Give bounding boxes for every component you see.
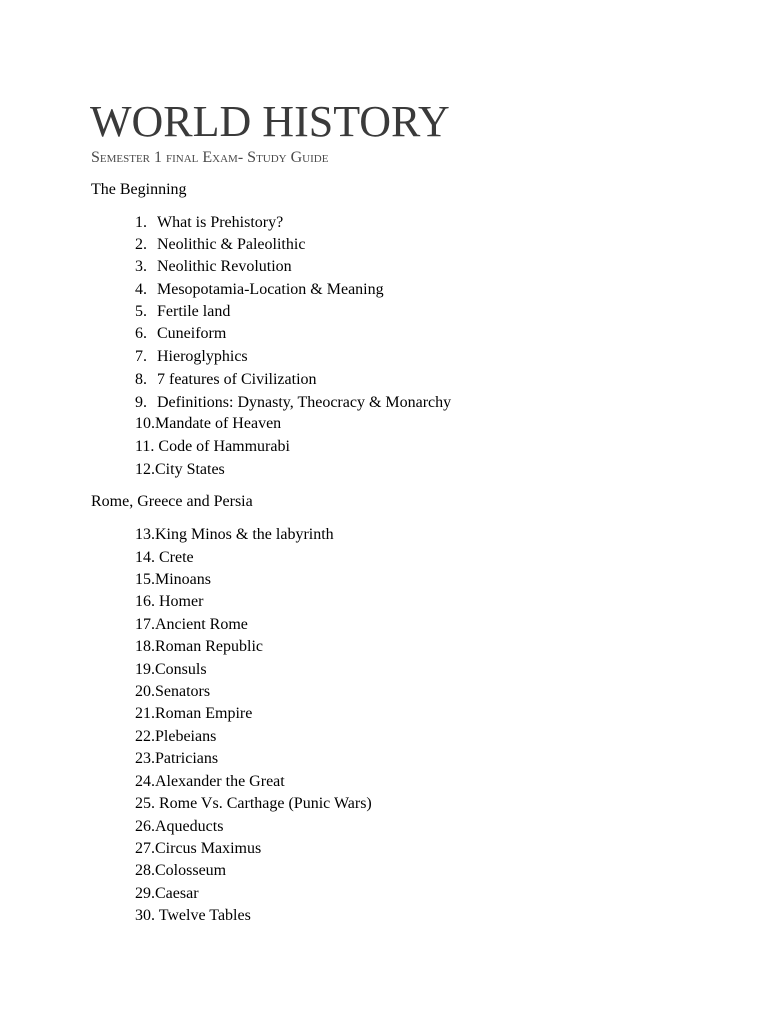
list-item-text: Twelve Tables: [155, 907, 251, 924]
list-item-number: 14.: [135, 549, 155, 566]
list-item-text: What is Prehistory?: [157, 214, 284, 231]
list-item-text: Circus Maximus: [155, 840, 262, 857]
list-item: [135, 905, 251, 927]
list-item: [135, 323, 226, 345]
list-item: [135, 301, 230, 323]
list-item: [135, 748, 218, 770]
list-item: [135, 524, 334, 546]
page-subtitle: Semester 1 final Exam- Study Guide: [91, 149, 329, 166]
list-item-text: Mandate of Heaven: [155, 415, 282, 432]
list-item-text: Definitions: Dynasty, Theocracy & Monarchy: [157, 394, 452, 411]
list-item: [135, 838, 261, 860]
list-item-number: 10.: [135, 415, 155, 432]
list-item-text: Cuneiform: [157, 325, 227, 342]
list-item: [135, 614, 248, 636]
list-item-number: 16.: [135, 593, 155, 610]
list-item-text: Consuls: [155, 661, 207, 678]
list-item-number: 2.: [135, 236, 147, 253]
list-item: [135, 591, 203, 613]
list-item-number: 28.: [135, 862, 155, 879]
list-item-text: Roman Empire: [155, 705, 253, 722]
list-item-text: Homer: [155, 593, 204, 610]
list-item-number: 27.: [135, 840, 155, 857]
list-item-number: 12.: [135, 461, 155, 478]
list-item-number: 17.: [135, 616, 155, 633]
list-item: [135, 256, 292, 278]
list-item-text: Fertile land: [157, 303, 231, 320]
list-item-text: Plebeians: [155, 728, 217, 745]
list-item-number: 21.: [135, 705, 155, 722]
list-item-number: 15.: [135, 571, 155, 588]
list-item-number: 6.: [135, 325, 147, 342]
list-item-number: 11.: [135, 438, 155, 455]
list-item-number: 20.: [135, 683, 155, 700]
list-item: [135, 547, 194, 569]
list-item-text: Code of Hammurabi: [154, 438, 290, 455]
list-item: [135, 636, 263, 658]
list-item: [135, 279, 384, 301]
list-item-number: 13.: [135, 526, 155, 543]
list-item-number: 3.: [135, 258, 147, 275]
list-item: [135, 413, 281, 435]
list-item-text: Neolithic Revolution: [157, 258, 292, 275]
list-item-text: Aqueducts: [155, 818, 224, 835]
list-item-text: City States: [155, 461, 225, 478]
list-item-text: Neolithic & Paleolithic: [157, 236, 306, 253]
list-item-number: 4.: [135, 281, 147, 298]
list-item: [135, 771, 285, 793]
list-item-number: 30.: [135, 907, 155, 924]
list-item-text: Ancient Rome: [155, 616, 248, 633]
list-item-number: 8.: [135, 371, 147, 388]
page-title: WORLD HISTORY: [90, 97, 450, 146]
list-item-number: 26.: [135, 818, 155, 835]
list-item-text: Rome Vs. Carthage (Punic Wars): [155, 795, 372, 812]
list-item: [135, 860, 226, 882]
list-item: [135, 681, 210, 703]
list-item-text: King Minos & the labyrinth: [155, 526, 334, 543]
list-item-number: 19.: [135, 661, 155, 678]
list-item-text: Crete: [155, 549, 194, 566]
list-item-number: 9.: [135, 394, 147, 411]
list-item: [135, 883, 199, 905]
list-item-text: Caesar: [155, 885, 199, 902]
list-item-text: Patricians: [155, 750, 219, 767]
list-item: [135, 369, 317, 391]
section-heading-rome-greece-persia: Rome, Greece and Persia: [91, 493, 253, 510]
list-item: [135, 212, 283, 234]
list-item-text: 7 features of Civilization: [157, 371, 317, 388]
list-item-text: Minoans: [155, 571, 211, 588]
list-item: [135, 346, 248, 368]
list-item-text: Senators: [155, 683, 211, 700]
list-item: [135, 234, 305, 256]
list-item-text: Alexander the Great: [155, 773, 285, 790]
list-item-number: 1.: [135, 214, 147, 231]
list-item: [135, 726, 216, 748]
list-item-number: 24.: [135, 773, 155, 790]
list-item: [135, 436, 290, 458]
list-item-number: 18.: [135, 638, 155, 655]
list-item: [135, 459, 225, 481]
list-item-number: 23.: [135, 750, 155, 767]
list-item-text: Colosseum: [155, 862, 227, 879]
list-item-text: Hieroglyphics: [157, 348, 248, 365]
list-item: [135, 703, 252, 725]
list-item: [135, 659, 207, 681]
list-item-number: 7.: [135, 348, 147, 365]
list-item-text: Roman Republic: [155, 638, 263, 655]
section-heading-beginning: The Beginning: [91, 181, 187, 198]
list-item: [135, 569, 211, 591]
list-item-number: 25.: [135, 795, 155, 812]
list-item: [135, 392, 451, 414]
list-item-number: 29.: [135, 885, 155, 902]
list-item-number: 5.: [135, 303, 147, 320]
list-item-text: Mesopotamia-Location & Meaning: [157, 281, 384, 298]
list-item: [135, 816, 223, 838]
list-item: [135, 793, 372, 815]
list-item-number: 22.: [135, 728, 155, 745]
